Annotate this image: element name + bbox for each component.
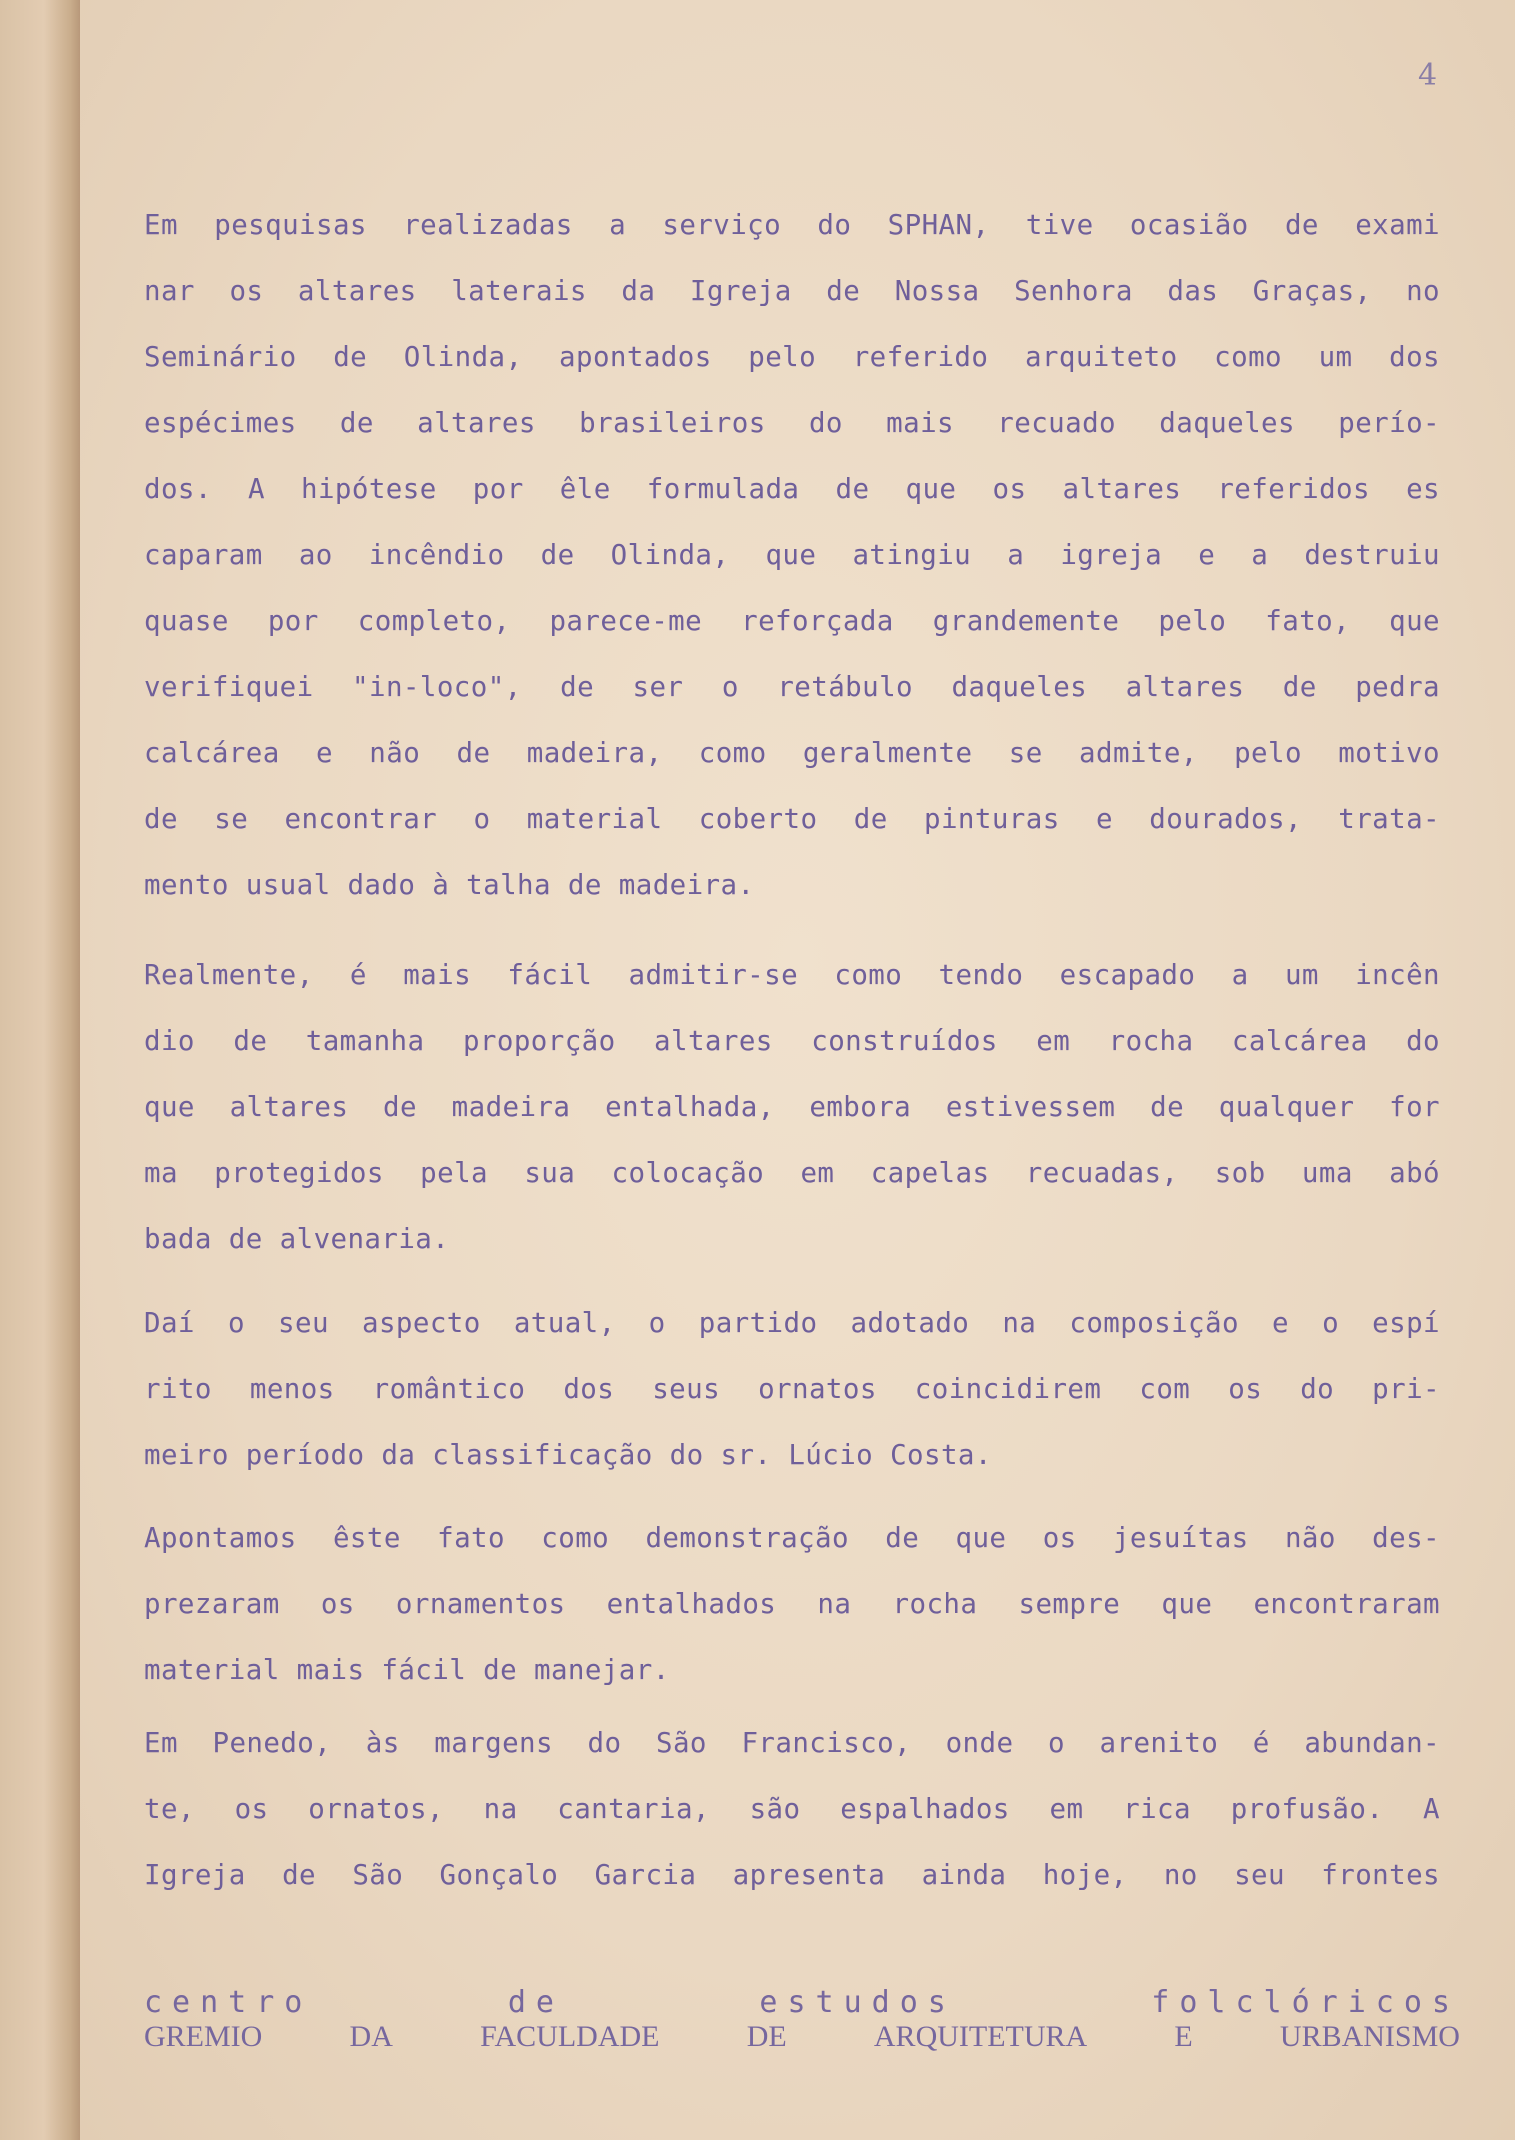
text-line: Daí o seu aspecto atual, o partido adotado na composição e o espí xyxy=(144,1307,1440,1339)
text-line: nar os altares laterais da Igreja de Nossa Senhora das Graças, no xyxy=(144,275,1440,307)
footer-word: centro xyxy=(144,1985,313,2020)
footer-line-center xyxy=(144,1985,1460,2020)
text-line: calcárea e não de madeira, como geralmente se admite, pelo motivo xyxy=(144,737,1440,769)
footer-word: ARQUITETURA xyxy=(873,2020,1088,2053)
footer-word: URBANISMO xyxy=(1279,2020,1460,2053)
text-line: Seminário de Olinda, apontados pelo referido arquiteto como um dos xyxy=(144,341,1440,373)
binding-shadow xyxy=(0,0,80,2140)
text-line: te, os ornatos, na cantaria, são espalhados em rica profusão. A xyxy=(144,1793,1440,1825)
text-line: material mais fácil de manejar. xyxy=(144,1654,670,1686)
text-line: de se encontrar o material coberto de pinturas e dourados, trata- xyxy=(144,803,1440,835)
footer-word: GREMIO xyxy=(144,2020,263,2053)
text-line: Em pesquisas realizadas a serviço do SPHAN, tive ocasião de exami xyxy=(144,209,1440,241)
text-line: mento usual dado à talha de madeira. xyxy=(144,869,755,901)
paragraph-4 xyxy=(144,1505,1440,1703)
footer-word: DA xyxy=(349,2020,393,2053)
text-line: Em Penedo, às margens do São Francisco, onde o arenito é abundan- xyxy=(144,1727,1440,1759)
paragraph-1 xyxy=(144,192,1440,918)
paragraph-5 xyxy=(144,1710,1440,1908)
text-line: rito menos romântico dos seus ornatos coincidirem com os do pri- xyxy=(144,1373,1440,1405)
text-line: caparam ao incêndio de Olinda, que atingiu a igreja e a destruiu xyxy=(144,539,1440,571)
footer-letterhead xyxy=(144,1985,1460,2054)
paragraph-2 xyxy=(144,942,1440,1272)
text-line: ma protegidos pela sua colocação em capelas recuadas, sob uma abó xyxy=(144,1157,1440,1189)
page-number: 4 xyxy=(1418,58,1438,93)
text-line: Apontamos êste fato como demonstração de que os jesuítas não des- xyxy=(144,1522,1440,1554)
footer-word: estudos xyxy=(759,1985,956,2020)
text-line: prezaram os ornamentos entalhados na rocha sempre que encontraram xyxy=(144,1588,1440,1620)
text-line: meiro período da classificação do sr. Lúcio Costa. xyxy=(144,1439,992,1471)
text-line: quase por completo, parece-me reforçada grandemente pelo fato, que xyxy=(144,605,1440,637)
footer-word: de xyxy=(507,1985,564,2020)
paragraph-3 xyxy=(144,1290,1440,1488)
text-line: espécimes de altares brasileiros do mais recuado daqueles perío- xyxy=(144,407,1440,439)
footer-word: folclóricos xyxy=(1151,1985,1460,2020)
footer-word: DE xyxy=(746,2020,787,2053)
text-line: que altares de madeira entalhada, embora estivessem de qualquer for xyxy=(144,1091,1440,1123)
text-line: verifiquei "in-loco", de ser o retábulo daqueles altares de pedra xyxy=(144,671,1440,703)
text-line: dos. A hipótese por êle formulada de que os altares referidos es xyxy=(144,473,1440,505)
footer-word: E xyxy=(1174,2020,1193,2053)
text-line: bada de alvenaria. xyxy=(144,1223,450,1255)
text-line: Realmente, é mais fácil admitir-se como tendo escapado a um incên xyxy=(144,959,1440,991)
text-line: dio de tamanha proporção altares construídos em rocha calcárea do xyxy=(144,1025,1440,1057)
footer-line-gremio xyxy=(144,2020,1460,2054)
text-line: Igreja de São Gonçalo Garcia apresenta ainda hoje, no seu frontes xyxy=(144,1859,1440,1891)
footer-word: FACULDADE xyxy=(480,2020,660,2053)
